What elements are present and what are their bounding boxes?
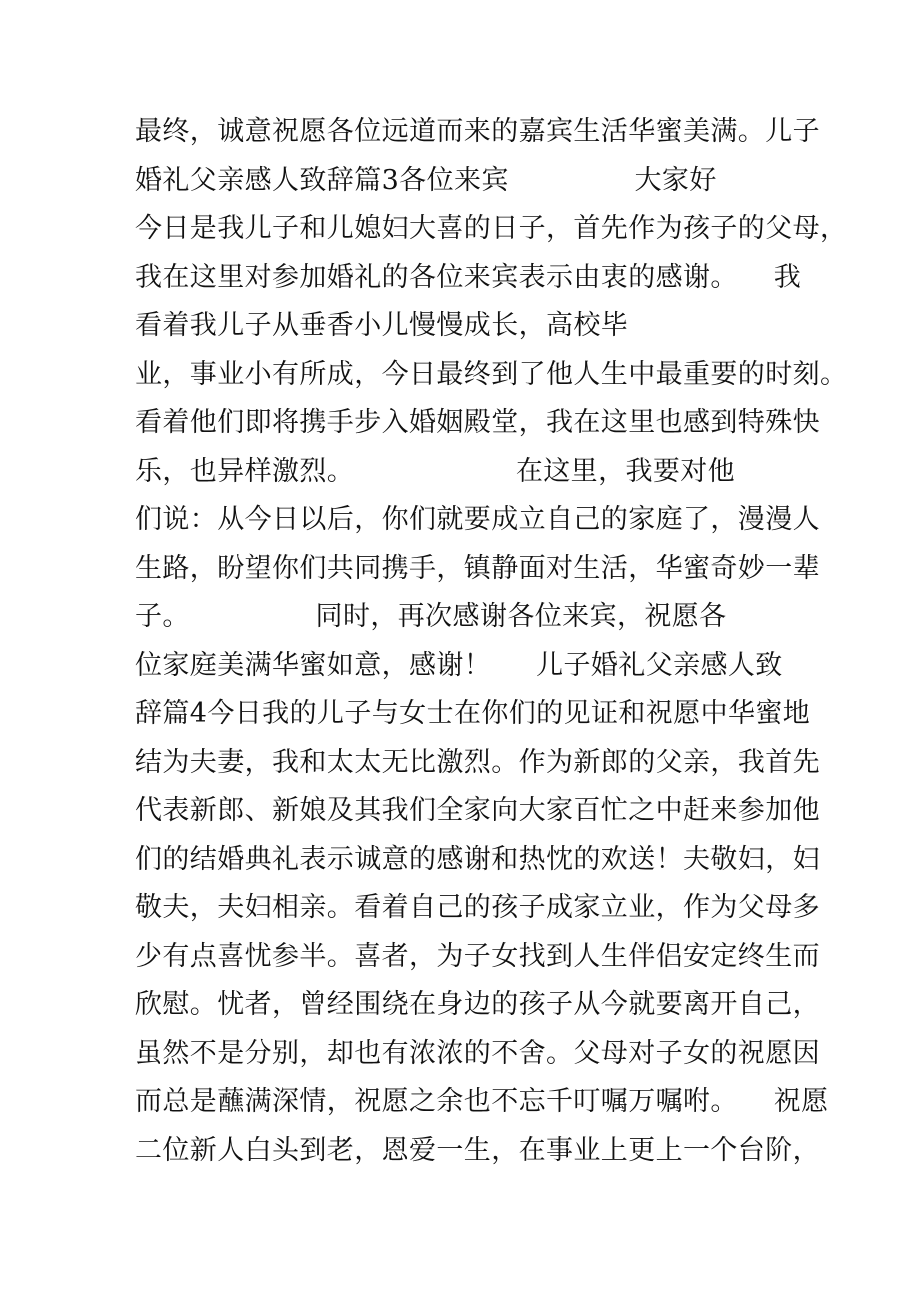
text-line: 二位新人白头到老，恩爱一生，在事业上更上一个台阶，	[135, 1134, 820, 1166]
text-line: 虽然不是分别，却也有浓浓的不舍。父母对子女的祝愿因	[135, 1037, 820, 1069]
text-line: 们说：从今日以后，你们就要成立自己的家庭了，漫漫人	[135, 504, 820, 535]
text-line: 子。 同时，再次感谢各位来宾，祝愿各	[135, 601, 727, 632]
text-line: 婚礼父亲感人致辞篇3各位来宾 大家好	[135, 164, 717, 196]
text-line: 看着他们即将携手步入婚姻殿堂，我在这里也感到特殊快	[135, 407, 820, 438]
text-line: 辞篇4今日我的儿子与女士在你们的见证和祝愿中华蜜地	[135, 698, 811, 729]
text-line: 今日是我儿子和儿媳妇大喜的日子，首先作为孩子的父母，	[135, 213, 848, 244]
text-line: 乐，也异样激烈。 在这里，我要对他	[135, 455, 736, 487]
text-line: 位家庭美满华蜜如意，感谢！ 儿子婚礼父亲感人致	[135, 649, 783, 681]
text-line: 我在这里对参加婚礼的各位来宾表示由衷的感谢。 我	[135, 261, 802, 293]
text-line: 生路，盼望你们共同携手，镇静面对生活，华蜜奇妙一辈	[135, 552, 820, 584]
text-line: 看着我儿子从垂香小儿慢慢成长，高校毕	[135, 310, 629, 341]
text-line: 结为夫妻，我和太太无比激烈。作为新郎的父亲，我首先	[135, 746, 820, 778]
text-line: 业，事业小有所成，今日最终到了他人生中最重要的时刻。	[135, 358, 848, 390]
text-line: 敬夫，夫妇相亲。看着自己的孩子成家立业，作为父母多	[135, 892, 820, 923]
text-line: 欣慰。忧者，曾经围绕在身边的孩子从今就要离开自己，	[135, 989, 820, 1020]
text-line: 代表新郎、新娘及其我们全家向大家百忙之中赶来参加他	[135, 795, 820, 826]
text-line: 最终，诚意祝愿各位远道而来的嘉宾生活华蜜美满。儿子	[135, 116, 820, 147]
text-line: 少有点喜忧参半。喜者，为子女找到人生伴侣安定终生而	[135, 940, 820, 972]
body-text	[135, 108, 848, 1175]
text-line: 们的结婚典礼表示诚意的感谢和热忱的欢送！夫敬妇，妇	[135, 843, 820, 875]
text-line: 而总是蘸满深情，祝愿之余也不忘千叮嘱万嘱咐。 祝愿	[135, 1086, 829, 1117]
